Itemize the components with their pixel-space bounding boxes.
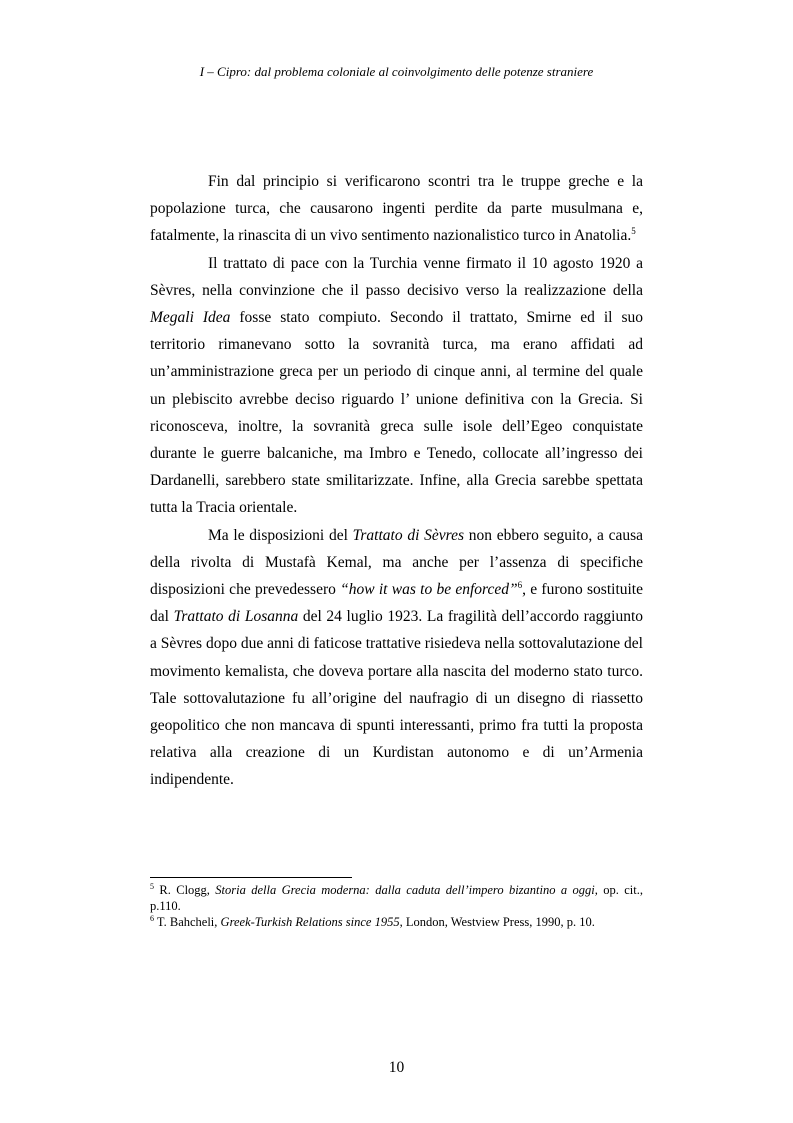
paragraph-3-text-c: , e furono sostituite dal: [150, 581, 643, 626]
paragraph-2-text-a: Il trattato di pace con la Turchia venne firmato il 10 agosto 1920 a Sèvres, nella convinzione che il passo decisivo verso la realizzazione della: [150, 254, 643, 299]
footnote-separator: [150, 877, 352, 878]
paragraph-1-text: Fin dal principio si verificarono scontri tra le truppe greche e la popolazione turca, che causarono ingenti perdite da parte musulmana e, fatalmente, la rinascita di un vivo sentimento nazionalistico turco in Anatolia.: [150, 173, 643, 245]
footnote-ref-6[interactable]: 6: [517, 580, 523, 591]
footnotes: [150, 882, 643, 930]
footnote-citation: op. cit., p.110.: [150, 883, 643, 913]
paragraph-3-text-a: Ma le disposizioni del: [208, 526, 353, 544]
paragraph-3-text-b: non ebbero seguito, a causa della rivolta di Mustafà Kemal, ma anche per l’assenza di specifiche disposizioni che prevedessero: [150, 526, 643, 599]
footnote-number: 5: [150, 882, 154, 891]
footnote-title: Storia della Grecia moderna: dalla caduta dell’impero bizantino a oggi,: [215, 883, 598, 897]
footnote-6: [150, 914, 643, 930]
treaty-lausanne-title: Trattato di Losanna: [173, 608, 299, 626]
body-text: [150, 168, 643, 794]
megali-idea-term: Megali Idea: [150, 309, 231, 327]
page-number: 10: [388, 1059, 405, 1076]
paragraph-1: [150, 168, 643, 250]
paragraph-2-text-b: fosse stato compiuto. Secondo il trattato, Smirne ed il suo territorio rimanevano sotto la sovranità turca, ma erano affidati ad un’amministrazione greca per un periodo di cinque anni, al termine del quale un plebiscito avrebbe deciso riguardo l’ unione definitiva con la Grecia. Si riconosceva, inoltre, la sovranità greca sulle isole dell’Egeo conquistate durante le guerre balcaniche, ma Imbro e Tenedo, collocate all’ingresso dei Dardanelli, sarebbero state smilitarizzate. Infine, alla Grecia sarebbe spettata tutta la Tracia orientale.: [150, 309, 643, 517]
running-header: I – Cipro: dal problema coloniale al coinvolgimento delle potenze straniere: [199, 64, 594, 79]
footnote-title: Greek-Turkish Relations since 1955: [220, 915, 400, 929]
footnote-author: R. Clogg,: [154, 883, 216, 897]
footnote-ref-5[interactable]: 5: [631, 226, 636, 237]
footnote-author: T. Bahcheli,: [154, 915, 221, 929]
footnote-5: [150, 882, 643, 914]
paragraph-3-text-d: del 24 luglio 1923. La fragilità dell’accordo raggiunto a Sèvres dopo due anni di faticose trattative risiedeva nella sottovalutazione del movimento kemalista, che doveva portare alla nascita del moderno stato turco. Tale sottovalutazione fu all’origine del naufragio di un disegno di riassetto geopolitico che non mancava di spunti interessanti, primo fra tutti la proposta relativa alla creazione di un Kurdistan autonomo e di un’Armenia indipendente.: [150, 608, 643, 789]
footnote-citation: , London, Westview Press, 1990, p. 10.: [399, 915, 595, 929]
paragraph-3: [150, 522, 643, 794]
quotation: “how it was to be enforced”: [340, 581, 518, 599]
treaty-sevres-title: Trattato di Sèvres: [352, 526, 464, 544]
paragraph-2: [150, 250, 643, 522]
footnote-number: 6: [150, 914, 154, 923]
